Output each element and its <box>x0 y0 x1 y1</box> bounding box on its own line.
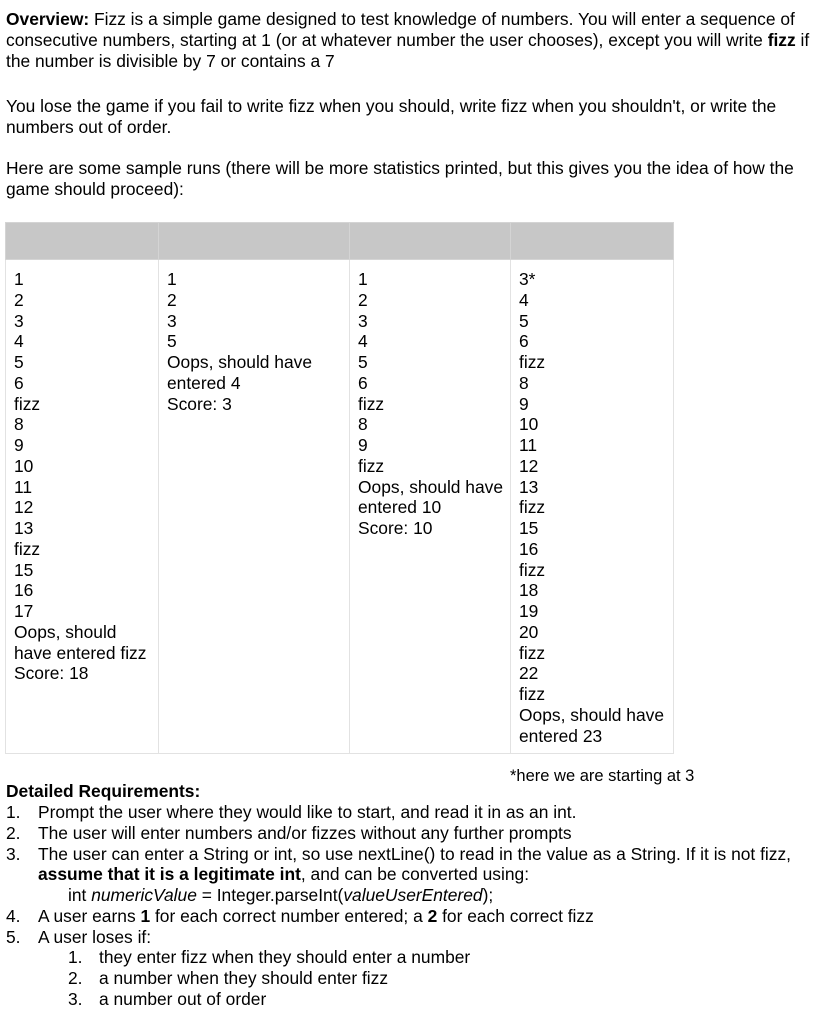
requirement-item: 4. A user earns 1 for each correct number entered; a 2 for each correct fizz <box>6 905 594 926</box>
table-header-cell <box>511 223 674 260</box>
sample-run-2 <box>159 260 350 754</box>
run-entry: Score: 10 <box>358 518 433 538</box>
sample-runs-table <box>5 222 674 754</box>
run-entry: 2 <box>167 289 177 310</box>
run-entry: fizz <box>14 393 41 414</box>
run-entry: 8 <box>358 414 368 435</box>
run-entry: 16 <box>14 580 34 601</box>
run-entry: 4 <box>14 331 24 352</box>
overview-paragraph: Overview: Fizz is a simple game designed to test knowledge of numbers. You will enter a sequence of consecutive numbers, starting at 1 (or at whatever number the user chooses), except you will write fizz if the number is divisible by 7 or contains a 7 <box>6 9 810 71</box>
run-entry: Oops, should have <box>519 704 665 725</box>
requirement-item: 3. The user can enter a String or int, so use nextLine() to read in the value as a String. If it is not fizz, assume that it is a legitimate int, and can be converted using: <box>6 843 792 885</box>
run-entry: entered 10 <box>358 497 442 518</box>
run-entry: Score: 18 <box>14 663 89 684</box>
run-entry: 16 <box>519 538 539 559</box>
requirement-item: 2. The user will enter numbers and/or fizzes without any further prompts <box>6 822 572 843</box>
run-entry: 9 <box>358 435 368 455</box>
run-entry: 5 <box>358 352 368 372</box>
run-entry: entered 23 <box>519 725 603 746</box>
run-entry: fizz <box>519 684 546 704</box>
run-entry: 12 <box>519 455 539 476</box>
sample-run-4 <box>511 260 674 754</box>
run-entry: 3 <box>14 310 24 331</box>
run-entry: fizz <box>14 538 41 559</box>
run-entry: Oops, should have <box>358 476 504 497</box>
run-entry: 11 <box>519 435 538 455</box>
table-header-cell <box>6 223 159 260</box>
run-entry: have entered fizz <box>14 642 147 663</box>
run-entry: 6 <box>14 372 24 393</box>
run-entry: Oops, should have <box>167 352 313 372</box>
run-entry: 13 <box>519 476 539 497</box>
run-entry: 6 <box>519 331 529 352</box>
requirements-section <box>6 781 814 1010</box>
sample-run-1 <box>6 260 159 754</box>
run-entry: 17 <box>14 601 34 621</box>
run-entry: 3 <box>358 310 368 331</box>
run-entry: fizz <box>519 642 546 663</box>
sample-run-3 <box>350 260 511 754</box>
table-row <box>6 260 674 754</box>
run-entry: 6 <box>358 372 368 393</box>
run-entry: 10 <box>14 455 34 476</box>
run-entry: 4 <box>519 289 529 310</box>
table-header-cell <box>350 223 511 260</box>
run-entry: 15 <box>519 518 539 538</box>
lose-condition-item: 2. a number when they should enter fizz <box>68 968 389 988</box>
run-entry: 9 <box>519 393 529 414</box>
footnote: *here we are starting at 3 <box>510 767 695 785</box>
run-entry: 22 <box>519 663 539 684</box>
lose-condition-item: 1. they enter fizz when they should enter a number <box>68 947 471 968</box>
run-entry: 5 <box>519 310 529 331</box>
run-entry: 2 <box>14 289 24 310</box>
run-entry: fizz <box>519 559 546 580</box>
run-entry: 18 <box>519 580 539 601</box>
run-entry: 12 <box>14 497 34 518</box>
run-entry: fizz <box>519 497 546 518</box>
run-entry: 11 <box>14 476 33 497</box>
table-header-row <box>6 223 674 260</box>
run-entry: entered 4 <box>167 372 241 393</box>
run-entry: 19 <box>519 601 539 621</box>
run-entry: fizz <box>358 393 385 414</box>
run-entry: 15 <box>14 559 34 580</box>
requirements-title: Detailed Requirements: <box>6 781 201 801</box>
run-entry: 13 <box>14 518 34 538</box>
run-entry: 8 <box>519 372 529 393</box>
run-entry: 10 <box>519 414 539 435</box>
run-entry: Score: 3 <box>167 393 232 414</box>
run-entry: 1 <box>167 269 177 289</box>
run-entry: 5 <box>167 331 177 352</box>
run-entry: 8 <box>14 414 24 435</box>
lose-paragraph: You lose the game if you fail to write fizz when you should, write fizz when you shouldn't, or write the numbers out of order. <box>6 96 777 137</box>
run-entry: 20 <box>519 621 539 642</box>
requirement-item: 1. Prompt the user where they would like to start, and read it in as an int. <box>6 802 577 822</box>
run-entry: 9 <box>14 435 24 455</box>
run-entry: 1 <box>358 269 368 289</box>
run-entry: 1 <box>14 269 24 289</box>
overview-label: Overview: <box>6 9 90 29</box>
run-entry: fizz <box>358 455 385 476</box>
run-entry: 4 <box>358 331 368 352</box>
run-entry: Oops, should <box>14 621 117 642</box>
code-example: int numericValue = Integer.parseInt(valueUserEntered); <box>68 885 494 905</box>
requirement-item: 5. A user loses if: <box>6 926 152 947</box>
lose-condition-item: 3. a number out of order <box>68 988 267 1009</box>
run-entry: 5 <box>14 352 24 372</box>
run-entry: 2 <box>358 289 368 310</box>
table-header-cell <box>159 223 350 260</box>
run-entry: fizz <box>519 352 546 372</box>
sample-intro: Here are some sample runs (there will be more statistics printed, but this gives you the idea of how the game should proceed): <box>6 158 794 199</box>
run-entry: 3* <box>519 269 536 289</box>
run-entry: 3 <box>167 310 177 331</box>
